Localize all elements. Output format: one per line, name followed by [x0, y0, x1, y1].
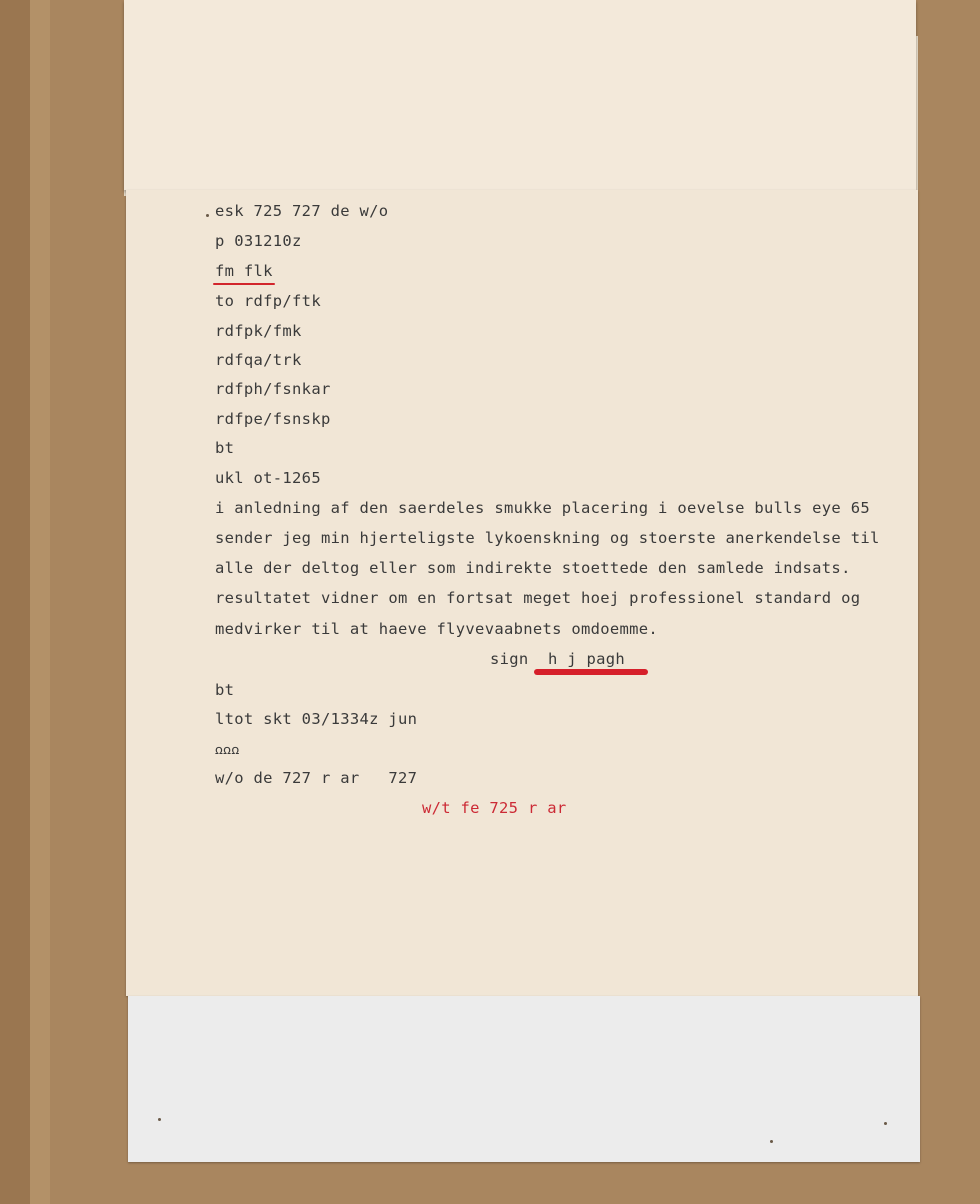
paper-speck: [884, 1122, 887, 1125]
from-red-underline: [213, 283, 275, 285]
signature-label: sign: [490, 650, 529, 668]
paper-speck: [206, 214, 209, 217]
telex-body-line: sender jeg min hjerteligste lykoenskning og stoerste anerkendelse til: [215, 529, 880, 547]
board-edge: [0, 0, 30, 1204]
telex-to-line: to rdfp/ftk: [215, 292, 321, 310]
telex-break-line: bt: [215, 439, 235, 457]
signature-name: h j pagh: [548, 650, 626, 668]
telex-header-line: esk 725 727 de w/o: [215, 202, 389, 220]
telex-classification-line: ukl ot-1265: [215, 469, 321, 487]
telex-from-line: fm flk: [215, 262, 273, 280]
telex-body-line: medvirker til at haeve flyvevaabnets omdoemme.: [215, 620, 659, 638]
bottom-paper-sheet: [128, 996, 920, 1162]
telex-address-line: rdfpe/fsnskp: [215, 410, 331, 428]
telex-body-line: i anledning af den saerdeles smukke placering i oevelse bulls eye 65: [215, 499, 870, 517]
paper-speck: [158, 1118, 161, 1121]
board-edge-inner: [30, 0, 50, 1204]
telex-body-line: alle der deltog eller som indirekte stoettede den samlede indsats.: [215, 559, 851, 577]
telex-priority-line: p 031210z: [215, 232, 302, 250]
telex-address-line: rdfph/fsnkar: [215, 380, 331, 398]
telex-address-line: rdfqa/trk: [215, 351, 302, 369]
red-ack-note: w/t fe 725 r ar: [422, 799, 567, 817]
telex-break-line: bt: [215, 681, 235, 699]
telex-time-line: ltot skt 03/1334z jun: [215, 710, 418, 728]
paper-speck: [770, 1140, 773, 1143]
telex-ack-line: w/o de 727 r ar 727: [215, 769, 418, 787]
telex-address-line: rdfpk/fmk: [215, 322, 302, 340]
signature-red-underline: [534, 669, 648, 675]
top-paper-sheet: [124, 0, 916, 190]
telex-body-line: resultatet vidner om en fortsat meget hoej professionel standard og: [215, 589, 861, 607]
telex-wave-mark: ꭥꭥꭥ: [215, 743, 240, 758]
